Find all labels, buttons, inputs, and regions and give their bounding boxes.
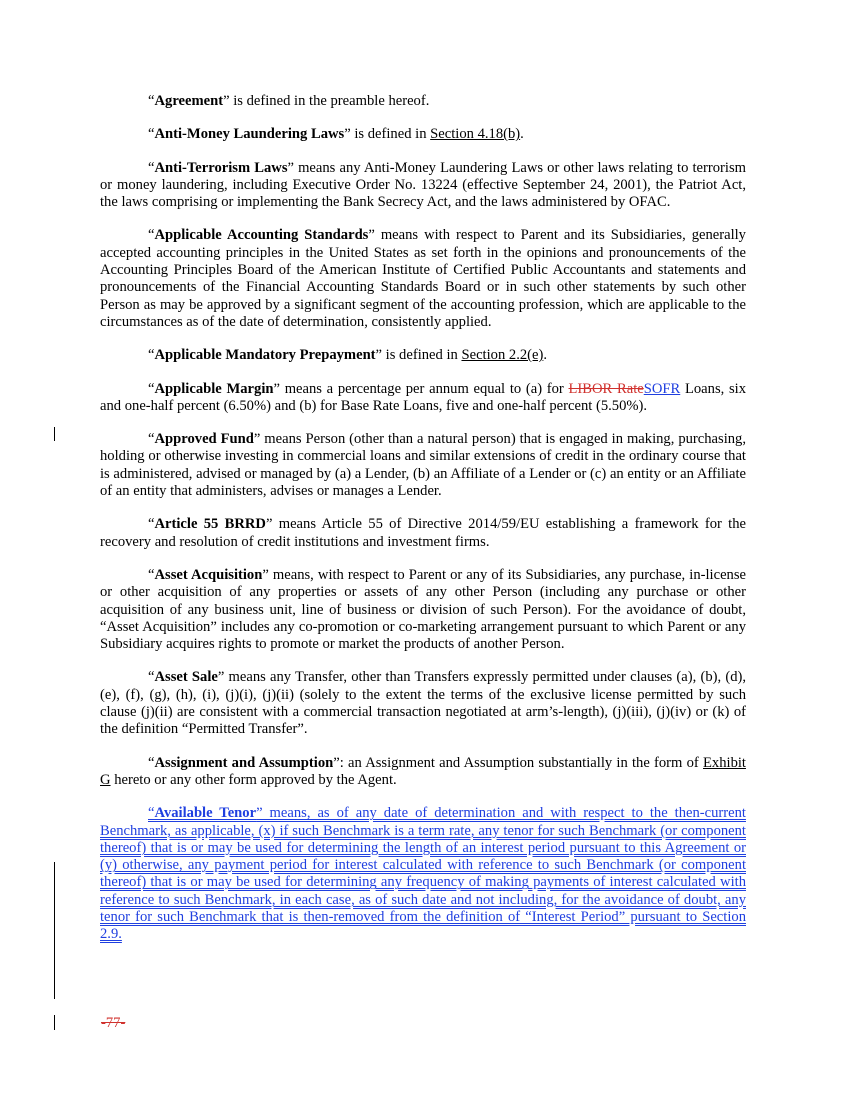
defined-term: Approved Fund [154, 431, 254, 448]
document-body [100, 93, 746, 960]
defined-term: Agreement [154, 93, 224, 109]
defined-term: Asset Acquisition [154, 566, 263, 583]
defined-term: Article 55 BRRD [154, 516, 266, 533]
defined-term: Applicable Mandatory Prepayment [154, 347, 376, 364]
defined-term: Available Tenor [154, 805, 257, 822]
definition-asset-acquisition: “Asset Acquisition” means, with respect to Parent or any of its Subsidiaries, any purchase, in-license or other acquisition of any properties or assets of any other Person (including any purchase or other acquisition of any business unit, line of business or division of such Person). For the avoidance of doubt, “Asset Acquisition” includes any co-promotion or co-marketing arrangement pursuant to which Parent or any Subsidiary acquires rights to promote or market the products of another Person. [100, 566, 747, 653]
section-reference: Section 2.2(e) [461, 347, 544, 364]
defined-term: Asset Sale [154, 669, 218, 686]
inserted-text: SOFR [643, 380, 681, 397]
definition-anti-terrorism-laws: “Anti-Terrorism Laws” means any Anti-Money Laundering Laws or other laws relating to terrorism or money laundering, including Executive Order No. 13224 (effective September 24, 2001), the Patriot Act, the laws comprising or implementing the Bank Secrecy Act, and the laws administered by OFAC. [100, 159, 746, 211]
definition-assignment-and-assumption: “Assignment and Assumption”: an Assignment and Assumption substantially in the form of Exhibit G hereto or any other form approved by the Agent. [100, 754, 746, 788]
definition-applicable-mandatory-prepayment: “Applicable Mandatory Prepayment” is defined in Section 2.2(e). [148, 347, 547, 364]
definition-available-tenor: “Available Tenor” means, as of any date of determination and with respect to the then-current Benchmark, as applicable, (x) if such Benchmark is a term rate, any tenor for such Benchmark (or component thereof) that is or may be used for determining the length of an interest period pursuant to this Agreement or (y) otherwise, any payment period for interest calculated with reference to such Benchmark (or component thereof) that is or may be used for determining any frequency of making payments of interest calculated with reference to such Benchmark, in each case, as of such date and not including, for the avoidance of doubt, any tenor for such Benchmark that is then-removed from the definition of “Interest Period” pursuant to Section 2.9. [100, 805, 746, 943]
definition-applicable-accounting-standards: “Applicable Accounting Standards” means with respect to Parent and its Subsidiaries, generally accepted accounting principles in the United States as set forth in the opinions and pronouncements of the Accounting Principles Board of the American Institute of Certified Public Accountants and statements and pronouncements of the Financial Accounting Standards Board or in such other statements by such other Person as may be approved by a significant segment of the accounting profession, which are applicable to the circumstances as of the date of determination, consistently applied. [100, 227, 746, 330]
deleted-text: LIBOR Rate [568, 380, 644, 397]
page-number: -77- [101, 1015, 126, 1031]
definition-applicable-margin: “Applicable Margin” means a percentage per annum equal to (a) for LIBOR RateSOFR Loans, six and one-half percent (6.50%) and (b) for Base Rate Loans, five and one-half percent (5.50%). [100, 380, 746, 414]
change-bar [54, 427, 55, 441]
defined-term: Applicable Accounting Standards [154, 227, 369, 244]
definition-article-55-brrd: “Article 55 BRRD” means Article 55 of Directive 2014/59/EU establishing a framework for the recovery and resolution of credit institutions and investment firms. [100, 516, 746, 550]
change-bar [54, 862, 55, 999]
section-reference: Section 4.18(b) [430, 126, 521, 143]
defined-term: Anti-Money Laundering Laws [154, 126, 345, 143]
defined-term: Anti-Terrorism Laws [154, 159, 288, 176]
definition-approved-fund: “Approved Fund” means Person (other than a natural person) that is engaged in making, purchasing, holding or otherwise investing in commercial loans and similar extensions of credit in the ordinary course that is administered, advised or managed by (a) a Lender, (b) an Affiliate of a Lender or (c) an entity or an Affiliate of an entity that administers, advises or manages a Lender. [100, 431, 747, 500]
definition-asset-sale: “Asset Sale” means any Transfer, other than Transfers expressly permitted under clauses (a), (b), (d), (e), (f), (g), (h), (i), (j)(i), (j)(ii) (solely to the extent the terms of the exclusive license permitted by such clause (j)(ii) are consistent with a commercial transaction negotiated at arm’s-length), (j)(iii), (j)(iv) or (k) of the definition “Permitted Transfer”. [100, 669, 746, 738]
defined-term: Assignment and Assumption [154, 754, 334, 771]
exhibit-reference: Exhibit G [100, 754, 746, 788]
definition-agreement: “Agreement” is defined in the preamble hereof. [148, 93, 430, 109]
definition-anti-money-laundering-laws: “Anti-Money Laundering Laws” is defined in Section 4.18(b). [148, 126, 524, 143]
defined-term: Applicable Margin [154, 380, 274, 397]
change-bar [54, 1015, 55, 1030]
